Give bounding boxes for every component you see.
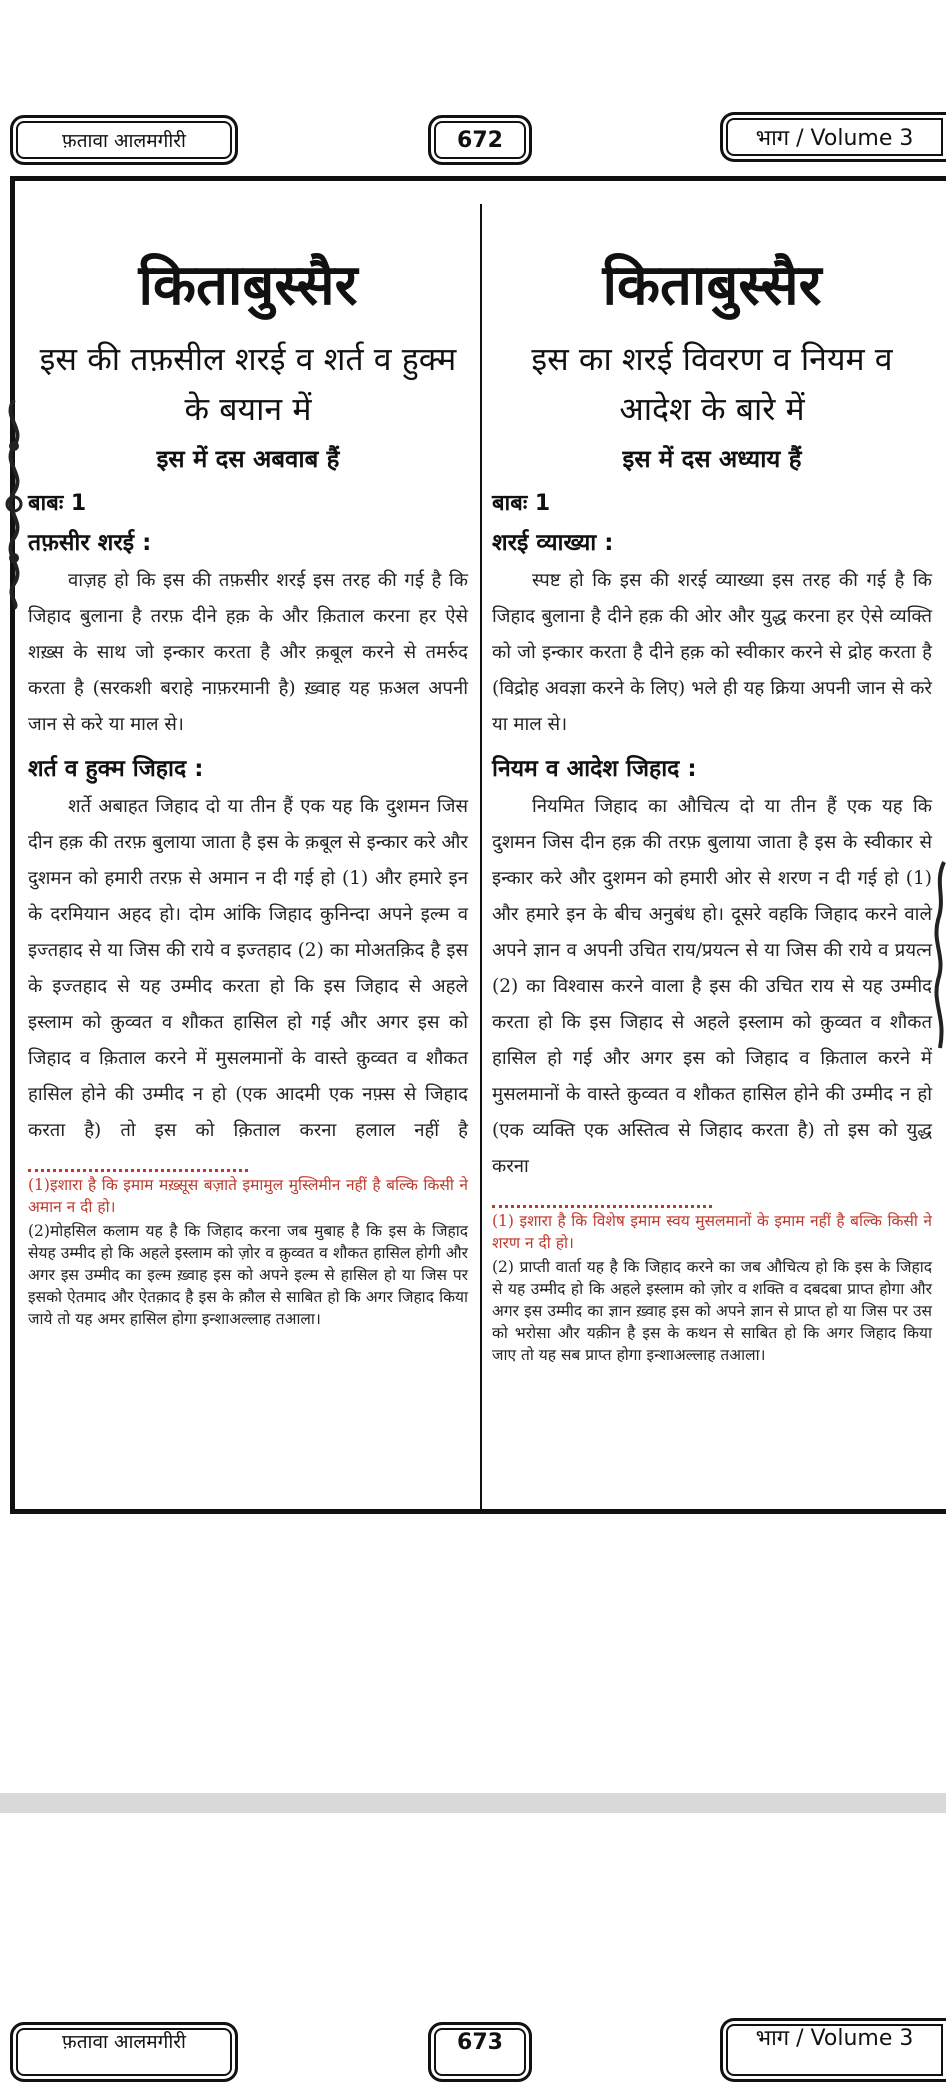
left-section-heading-1: तफ़सीर शरई : <box>28 530 152 556</box>
right-chapter-count: इस में दस अध्याय हैं <box>622 445 802 473</box>
right-section-heading-2: नियम व आदेश जिहाद : <box>492 756 697 782</box>
book-title-text: फ़तावा आलमगीरी <box>62 130 186 152</box>
right-section-heading-1: शरई व्याख्या : <box>492 530 614 556</box>
next-volume-text: भाग / Volume 3 <box>755 2026 914 2051</box>
left-paragraph-2: शर्ते अबाहत जिहाद दो या तीन हैं एक यह कि दुशमन जिस दीन हक़ की तरफ़ बुलाया जाता है इस के क़बूल से इन्कार करे और दुशमन को हमारी तरफ़ से अमान न दी गई हो (1) और हमारे इन के दरमियान अहद हो। दोम आंकि जिहाद कुनिन्दा अपने इल्म व इज्तहाद से या जिस की राये व इज्तहाद (2) का मोअतक़िद है इस के इज्तहाद से यह उम्मीद करता हो कि इस जिहाद से अहले इस्लाम को क़ुव्वत व शौकत हासिल हो गई और अगर इस को जिहाद व क़िताल करने में मुसलमानों के वास्ते क़ुव्वत व शौकत हासिल होने की उम्मीद न हो (एक आदमी एक नफ़्स से जिहाद करता है) तो इस को क़िताल करना हलाल नहीं है <box>28 796 468 1141</box>
right-footnote-2: (2) प्राप्ती वार्ता यह है कि जिहाद करने का जब औचित्य हो कि इस के जिहाद से यह उम्मीद हो कि अहले इस्लाम को ज़ोर व शक्ति व दबदबा प्राप्त होगा और अगर इस उम्मीद का ज्ञान ख़्वाह इस को अपने ज्ञान से प्राप्त हो या जिस पर उस को भरोसा और यक़ीन है इस के कथन से साबित हो कि अगर जिहाद किया जाए तो यह सब प्राप्त होगा इन्शाअल्लाह तआला। <box>492 1258 932 1364</box>
next-header-volume <box>720 2018 946 2082</box>
left-subtitle: इस की तफ़सील शरई व शर्त व हुक्म के बयान में <box>39 340 457 428</box>
left-column <box>28 176 468 1330</box>
volume-text: भाग / Volume 3 <box>755 126 914 151</box>
left-section-heading-2: शर्त व हुक्म जिहाद : <box>28 756 204 782</box>
left-paragraph-1: वाज़ह हो कि इस की तफ़सीर शरई इस तरह की गई है कि जिहाद बुलाना है तरफ़ दीने हक़ के और क़िताल करना हर ऐसे शख़्स के साथ जो इन्कार करता है और क़बूल करने से तमर्रुद करता है (सरकशी बराहे नाफ़रमानी है) ख़्वाह यह फ़अल अपनी जान से करे या माल से। <box>28 570 468 735</box>
left-footnote-1: (1)इशारा है कि इमाम मख़्सूस बज़ाते इमामुल मुस्लिमीन नहीं है बल्कि किसी ने अमान न दी हो। <box>28 1176 468 1216</box>
header-page-number <box>428 115 532 165</box>
header-book-title <box>10 115 238 165</box>
left-footnote-rule <box>28 1169 248 1172</box>
right-title: किताबुस्सैर <box>602 253 822 318</box>
right-footnote-1: (1) इशारा है कि विशेष इमाम स्वय मुसलमानों के इमाम नहीं है बल्कि किसी ने शरण न दी हो। <box>492 1212 932 1252</box>
next-page-number-text: 673 <box>457 2029 503 2055</box>
right-subtitle: इस का शरई विवरण व नियम व आदेश के बारे में <box>531 340 893 428</box>
right-column <box>492 176 932 1366</box>
scroll-ornament-icon <box>0 398 28 610</box>
column-divider <box>480 204 482 1510</box>
header-volume <box>720 112 946 162</box>
left-footnote-2: (2)मोहसिल कलाम यह है कि जिहाद करना जब मुबाह है कि इस के जिहाद सेयह उम्मीद हो कि अहले इस्लाम को ज़ोर व क़ुव्वत व शौकत हासिल होगी और अगर इस उम्मीद का इल्म ख़्वाह इस को अपने इल्म से हासिल हो या जिस पर इसको ऐतमाद और ऐतक़ाद है इस के क़ौल से साबित हो कि अगर जिहाद किया जाये तो यह अमर हासिल होगा इन्शाअल्लाह तआला। <box>28 1222 468 1328</box>
left-title: किताबुस्सैर <box>138 253 358 318</box>
scroll-ornament-right-icon <box>932 860 946 1050</box>
next-book-title-text: फ़तावा आलमगीरी <box>62 2031 186 2053</box>
next-header-book-title <box>10 2022 238 2082</box>
left-chapter-count: इस में दस अबवाब हैं <box>156 445 340 473</box>
page-number-text: 672 <box>457 127 503 153</box>
page-separator <box>0 1793 946 1813</box>
next-header-page-number <box>428 2022 532 2082</box>
right-footnote-rule <box>492 1205 712 1208</box>
right-paragraph-1: स्पष्ट हो कि इस की शरई व्याख्या इस तरह की गई है कि जिहाद बुलाना है दीने हक़ की ओर और युद्ध करना हर ऐसे व्यक्ति को जो इन्कार करता है दीने हक़ को स्वीकार करने से द्रोह करता है (विद्रोह अवज्ञा करने के लिए) भले ही यह क्रिया अपनी जान से करे या माल से। <box>492 570 932 735</box>
left-bab-label: बाबः 1 <box>28 491 87 516</box>
right-bab-label: बाबः 1 <box>492 491 551 516</box>
right-paragraph-2: नियमित जिहाद का औचित्य दो या तीन हैं एक यह कि दुशमन जिस दीन हक़ की तरफ़ बुलाया जाता है इस के स्वीकार से इन्कार करे और दुशमन को हमारी ओर से शरण न दी गई हो (1) और हमारे इन के बीच अनुबंध हो। दूसरे वहकि जिहाद करने वाले अपने ज्ञान व अपनी उचित राय/प्रयत्न से या जिस की राये व प्रयत्न (2) का विश्वास करने वाला है इस की उचित राय से यह उम्मीद करता हो कि इस जिहाद से अहले इस्लाम को क़ुव्वत व शौकत हासिल हो गई और अगर इस को जिहाद व क़िताल करने में मुसलमानों के वास्ते क़ुव्वत व शौकत हासिल होने की उम्मीद न हो (एक व्यक्ति एक अस्तित्व से जिहाद करता है) तो इस को युद्ध करना <box>492 796 932 1177</box>
